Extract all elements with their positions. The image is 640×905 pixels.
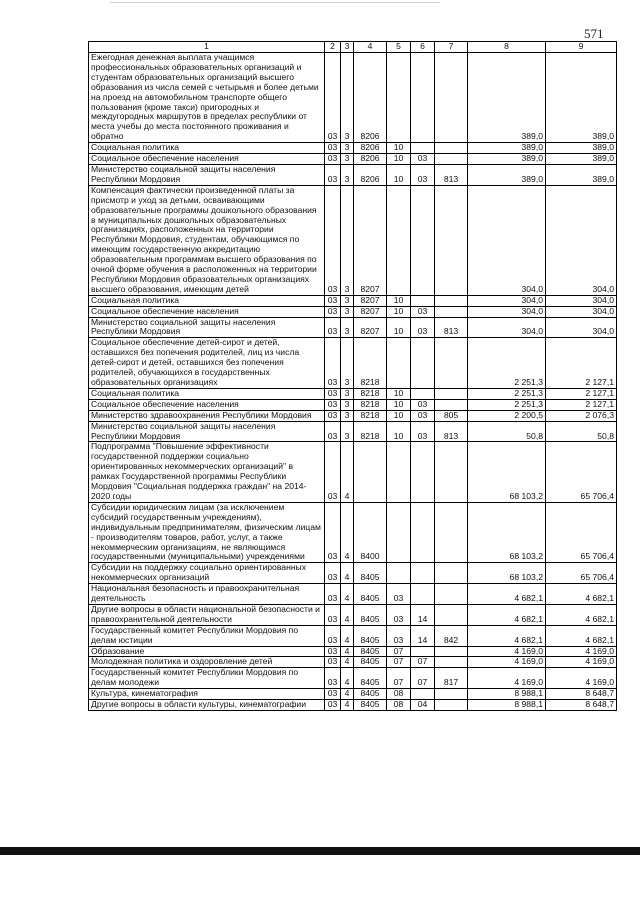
amount-cell: 8 988,1 <box>468 689 546 700</box>
code-cell: 813 <box>435 421 468 442</box>
code-cell: 813 <box>435 164 468 185</box>
code-cell: 03 <box>325 399 341 410</box>
code-cell: 10 <box>387 306 411 317</box>
amount-cell: 304,0 <box>468 295 546 306</box>
row-name-cell: Другие вопросы в области культуры, кинематографии <box>89 700 325 711</box>
amount-cell: 4 169,0 <box>546 646 617 657</box>
table-row <box>89 399 617 410</box>
amount-cell: 4 169,0 <box>468 646 546 657</box>
table-row <box>89 502 617 562</box>
amount-cell: 2 251,3 <box>468 338 546 389</box>
row-name-cell: Социальная политика <box>89 295 325 306</box>
code-cell: 8207 <box>354 295 387 306</box>
row-name-cell: Министерство социальной защиты населения Республики Мордовия <box>89 317 325 338</box>
code-cell: 3 <box>341 53 354 143</box>
code-cell: 03 <box>411 399 435 410</box>
row-name-cell: Министерство здравоохранения Республики Мордовия <box>89 410 325 421</box>
code-cell: 03 <box>325 53 341 143</box>
amount-cell: 389,0 <box>468 53 546 143</box>
code-cell <box>435 143 468 154</box>
code-cell: 03 <box>387 584 411 605</box>
code-cell: 842 <box>435 625 468 646</box>
amount-cell: 4 682,1 <box>468 604 546 625</box>
amount-cell: 8 988,1 <box>468 700 546 711</box>
row-name-cell: Компенсация фактически произведенной платы за присмотр и уход за детьми, осваивающими образовательные программы дошкольного образования в муниципальных дошкольных образовательных организациях, расположенных на территории Республики Мордовия, студентам, обучающимся по имеющим государственную аккредитацию образовательным программам высшего образования по очной форме обучения в расположенных на территории Республики Мордовия образовательных организациях высшего образования, имеющим детей <box>89 185 325 295</box>
table-row <box>89 317 617 338</box>
code-cell: 3 <box>341 388 354 399</box>
top-scan-line <box>110 2 440 3</box>
code-cell <box>435 646 468 657</box>
code-cell: 03 <box>325 604 341 625</box>
code-cell: 3 <box>341 306 354 317</box>
code-cell: 817 <box>435 668 468 689</box>
amount-cell: 389,0 <box>546 164 617 185</box>
code-cell: 03 <box>325 421 341 442</box>
code-cell: 03 <box>325 388 341 399</box>
row-name-cell: Социальное обеспечение населения <box>89 154 325 165</box>
amount-cell: 389,0 <box>468 143 546 154</box>
code-cell <box>387 563 411 584</box>
amount-cell: 2 251,3 <box>468 399 546 410</box>
code-cell <box>411 338 435 389</box>
amount-cell: 65 706,4 <box>546 442 617 502</box>
code-cell: 4 <box>341 700 354 711</box>
code-cell: 4 <box>341 563 354 584</box>
code-cell: 8405 <box>354 700 387 711</box>
code-cell: 07 <box>411 668 435 689</box>
code-cell: 8206 <box>354 143 387 154</box>
amount-cell: 389,0 <box>468 164 546 185</box>
amount-cell: 65 706,4 <box>546 502 617 562</box>
code-cell <box>435 442 468 502</box>
amount-cell: 389,0 <box>546 143 617 154</box>
amount-cell: 4 682,1 <box>546 625 617 646</box>
amount-cell: 68 103,2 <box>468 563 546 584</box>
code-cell <box>435 295 468 306</box>
header-cell: 9 <box>546 42 617 53</box>
amount-cell: 304,0 <box>468 306 546 317</box>
row-name-cell: Социальная политика <box>89 388 325 399</box>
row-name-cell: Социальное обеспечение детей-сирот и детей, оставшихся без попечения родителей, лиц из числа детей-сирот и детей, оставшихся без попечения родителей, обучающихся в государственных образовательных организациях <box>89 338 325 389</box>
code-cell <box>411 689 435 700</box>
code-cell: 8405 <box>354 668 387 689</box>
code-cell: 03 <box>387 604 411 625</box>
code-cell: 07 <box>387 657 411 668</box>
code-cell: 3 <box>341 410 354 421</box>
header-cell: 7 <box>435 42 468 53</box>
code-cell: 14 <box>411 604 435 625</box>
code-cell: 4 <box>341 689 354 700</box>
code-cell: 04 <box>411 700 435 711</box>
code-cell: 4 <box>341 604 354 625</box>
row-name-cell: Другие вопросы в области национальной безопасности и правоохранительной деятельности <box>89 604 325 625</box>
amount-cell: 65 706,4 <box>546 563 617 584</box>
code-cell: 03 <box>325 689 341 700</box>
row-name-cell: Образование <box>89 646 325 657</box>
table-row <box>89 185 617 295</box>
code-cell <box>435 185 468 295</box>
code-cell: 03 <box>325 625 341 646</box>
amount-cell: 2 127,1 <box>546 338 617 389</box>
code-cell <box>435 700 468 711</box>
code-cell: 8405 <box>354 584 387 605</box>
amount-cell: 50,8 <box>546 421 617 442</box>
amount-cell: 4 169,0 <box>546 668 617 689</box>
table-row <box>89 164 617 185</box>
code-cell: 3 <box>341 317 354 338</box>
table-row <box>89 306 617 317</box>
amount-cell: 304,0 <box>468 317 546 338</box>
code-cell: 8206 <box>354 53 387 143</box>
code-cell: 03 <box>325 306 341 317</box>
row-name-cell: Социальное обеспечение населения <box>89 399 325 410</box>
code-cell <box>387 338 411 389</box>
amount-cell: 4 169,0 <box>468 657 546 668</box>
table-row <box>89 388 617 399</box>
page-number: 571 <box>584 26 604 41</box>
row-name-cell: Ежегодная денежная выплата учащимся профессиональных образовательных организаций и студентам образовательных организаций высшего образования из числа семей с четырьмя и более детьми на проезд на автомобильном транспорте общего пользования (кроме такси) пригородных и междугородных маршрутов в пределах республики от места учебы до места постоянного проживания и обратно <box>89 53 325 143</box>
code-cell: 10 <box>387 154 411 165</box>
code-cell: 8405 <box>354 657 387 668</box>
amount-cell: 2 076,3 <box>546 410 617 421</box>
table-row <box>89 646 617 657</box>
row-name-cell: Государственный комитет Республики Мордовия по делам молодежи <box>89 668 325 689</box>
code-cell: 10 <box>387 388 411 399</box>
code-cell: 03 <box>325 295 341 306</box>
code-cell: 03 <box>325 317 341 338</box>
code-cell: 3 <box>341 338 354 389</box>
amount-cell: 4 682,1 <box>468 584 546 605</box>
code-cell: 03 <box>411 164 435 185</box>
code-cell <box>435 53 468 143</box>
code-cell: 03 <box>325 338 341 389</box>
code-cell: 10 <box>387 164 411 185</box>
code-cell: 4 <box>341 442 354 502</box>
code-cell: 10 <box>387 410 411 421</box>
row-name-cell: Подпрограмма "Повышение эффективности государственной поддержки социально ориентированных некоммерческих организаций" в рамках Государственной программы Республики Мордовия "Социальная поддержка граждан" на 2014-2020 годы <box>89 442 325 502</box>
code-cell <box>435 399 468 410</box>
code-cell <box>435 154 468 165</box>
code-cell: 4 <box>341 584 354 605</box>
code-cell <box>411 563 435 584</box>
table-row <box>89 295 617 306</box>
amount-cell: 8 648,7 <box>546 689 617 700</box>
table-row <box>89 421 617 442</box>
code-cell <box>435 306 468 317</box>
amount-cell: 50,8 <box>468 421 546 442</box>
code-cell: 4 <box>341 657 354 668</box>
amount-cell: 389,0 <box>468 154 546 165</box>
code-cell: 10 <box>387 317 411 338</box>
code-cell: 08 <box>387 689 411 700</box>
row-name-cell: Культура, кинематография <box>89 689 325 700</box>
code-cell: 8218 <box>354 421 387 442</box>
amount-cell: 304,0 <box>546 306 617 317</box>
row-name-cell: Субсидии юридическим лицам (за исключением субсидий государственным учреждениям), индивидуальным предпринимателям, физическим лицам - производителям товаров, работ, услуг, а также некоммерческим организациям, не являющимся государственными (муниципальными) учреждениями <box>89 502 325 562</box>
amount-cell: 304,0 <box>546 185 617 295</box>
code-cell: 3 <box>341 154 354 165</box>
code-cell: 8207 <box>354 306 387 317</box>
table-row <box>89 410 617 421</box>
code-cell <box>435 657 468 668</box>
row-name-cell: Национальная безопасность и правоохранительная деятельность <box>89 584 325 605</box>
code-cell <box>411 584 435 605</box>
amount-cell: 4 682,1 <box>546 604 617 625</box>
code-cell: 07 <box>387 668 411 689</box>
table-row <box>89 657 617 668</box>
code-cell: 07 <box>387 646 411 657</box>
code-cell <box>435 388 468 399</box>
amount-cell: 389,0 <box>546 154 617 165</box>
header-cell: 4 <box>354 42 387 53</box>
code-cell: 4 <box>341 646 354 657</box>
code-cell: 03 <box>411 421 435 442</box>
amount-cell: 4 169,0 <box>468 668 546 689</box>
table-row <box>89 154 617 165</box>
bottom-scan-bar <box>0 847 640 855</box>
code-cell: 4 <box>341 502 354 562</box>
table-row <box>89 584 617 605</box>
amount-cell: 68 103,2 <box>468 502 546 562</box>
header-cell: 5 <box>387 42 411 53</box>
code-cell <box>411 646 435 657</box>
table-row <box>89 689 617 700</box>
code-cell: 3 <box>341 399 354 410</box>
code-cell: 03 <box>325 646 341 657</box>
code-cell: 8405 <box>354 646 387 657</box>
table-row <box>89 604 617 625</box>
code-cell: 03 <box>325 442 341 502</box>
code-cell <box>435 338 468 389</box>
row-name-cell: Министерство социальной защиты населения Республики Мордовия <box>89 421 325 442</box>
amount-cell: 2 127,1 <box>546 399 617 410</box>
code-cell: 03 <box>411 154 435 165</box>
row-name-cell: Государственный комитет Республики Мордовия по делам юстиции <box>89 625 325 646</box>
code-cell <box>411 295 435 306</box>
code-cell: 03 <box>325 563 341 584</box>
code-cell: 10 <box>387 399 411 410</box>
code-cell <box>387 442 411 502</box>
code-cell: 8218 <box>354 399 387 410</box>
row-name-cell: Министерство социальной защиты населения Республики Мордовия <box>89 164 325 185</box>
code-cell <box>411 442 435 502</box>
table-row <box>89 338 617 389</box>
row-name-cell: Социальное обеспечение населения <box>89 306 325 317</box>
amount-cell: 304,0 <box>546 317 617 338</box>
amount-cell: 2 200,5 <box>468 410 546 421</box>
code-cell <box>435 689 468 700</box>
header-cell: 6 <box>411 42 435 53</box>
code-cell: 8405 <box>354 625 387 646</box>
table-row <box>89 700 617 711</box>
code-cell: 8206 <box>354 164 387 185</box>
code-cell <box>354 442 387 502</box>
code-cell: 03 <box>325 657 341 668</box>
code-cell: 3 <box>341 143 354 154</box>
code-cell: 3 <box>341 421 354 442</box>
amount-cell: 2 127,1 <box>546 388 617 399</box>
header-cell: 3 <box>341 42 354 53</box>
code-cell: 03 <box>325 154 341 165</box>
header-cell: 1 <box>89 42 325 53</box>
row-name-cell: Субсидии на поддержку социально ориентированных некоммерческих организаций <box>89 563 325 584</box>
code-cell <box>387 53 411 143</box>
code-cell: 03 <box>325 700 341 711</box>
amount-cell: 304,0 <box>546 295 617 306</box>
table-row <box>89 53 617 143</box>
code-cell: 8218 <box>354 388 387 399</box>
amount-cell: 304,0 <box>468 185 546 295</box>
code-cell: 8206 <box>354 154 387 165</box>
header-cell: 2 <box>325 42 341 53</box>
table-row <box>89 143 617 154</box>
code-cell: 8405 <box>354 563 387 584</box>
code-cell <box>435 584 468 605</box>
code-cell <box>411 53 435 143</box>
code-cell <box>435 563 468 584</box>
code-cell: 10 <box>387 295 411 306</box>
row-name-cell: Молодежная политика и оздоровление детей <box>89 657 325 668</box>
code-cell: 813 <box>435 317 468 338</box>
code-cell: 03 <box>411 410 435 421</box>
code-cell <box>435 604 468 625</box>
code-cell: 8405 <box>354 689 387 700</box>
code-cell: 03 <box>325 143 341 154</box>
code-cell: 3 <box>341 164 354 185</box>
amount-cell: 4 169,0 <box>546 657 617 668</box>
code-cell: 8218 <box>354 338 387 389</box>
code-cell: 03 <box>325 584 341 605</box>
table-row <box>89 625 617 646</box>
header-cell: 8 <box>468 42 546 53</box>
code-cell: 8218 <box>354 410 387 421</box>
code-cell: 8207 <box>354 185 387 295</box>
code-cell: 03 <box>325 164 341 185</box>
code-cell: 03 <box>325 185 341 295</box>
code-cell: 3 <box>341 295 354 306</box>
code-cell: 10 <box>387 421 411 442</box>
code-cell: 8207 <box>354 317 387 338</box>
code-cell: 10 <box>387 143 411 154</box>
code-cell <box>387 502 411 562</box>
code-cell: 8400 <box>354 502 387 562</box>
code-cell <box>411 143 435 154</box>
code-cell: 07 <box>411 657 435 668</box>
table-row <box>89 442 617 502</box>
amount-cell: 4 682,1 <box>468 625 546 646</box>
code-cell: 3 <box>341 185 354 295</box>
code-cell: 4 <box>341 625 354 646</box>
amount-cell: 389,0 <box>546 53 617 143</box>
code-cell: 03 <box>411 306 435 317</box>
table-row <box>89 668 617 689</box>
amount-cell: 4 682,1 <box>546 584 617 605</box>
code-cell: 03 <box>325 668 341 689</box>
code-cell: 03 <box>387 625 411 646</box>
code-cell <box>411 502 435 562</box>
table-row <box>89 563 617 584</box>
code-cell: 08 <box>387 700 411 711</box>
budget-table <box>88 41 617 711</box>
code-cell: 03 <box>325 410 341 421</box>
code-cell <box>387 185 411 295</box>
code-cell <box>411 388 435 399</box>
amount-cell: 8 648,7 <box>546 700 617 711</box>
table-header-row <box>89 42 617 53</box>
code-cell <box>411 185 435 295</box>
code-cell: 14 <box>411 625 435 646</box>
code-cell: 03 <box>325 502 341 562</box>
code-cell: 03 <box>411 317 435 338</box>
amount-cell: 2 251,3 <box>468 388 546 399</box>
code-cell <box>435 502 468 562</box>
code-cell: 8405 <box>354 604 387 625</box>
row-name-cell: Социальная политика <box>89 143 325 154</box>
amount-cell: 68 103,2 <box>468 442 546 502</box>
code-cell: 805 <box>435 410 468 421</box>
code-cell: 4 <box>341 668 354 689</box>
